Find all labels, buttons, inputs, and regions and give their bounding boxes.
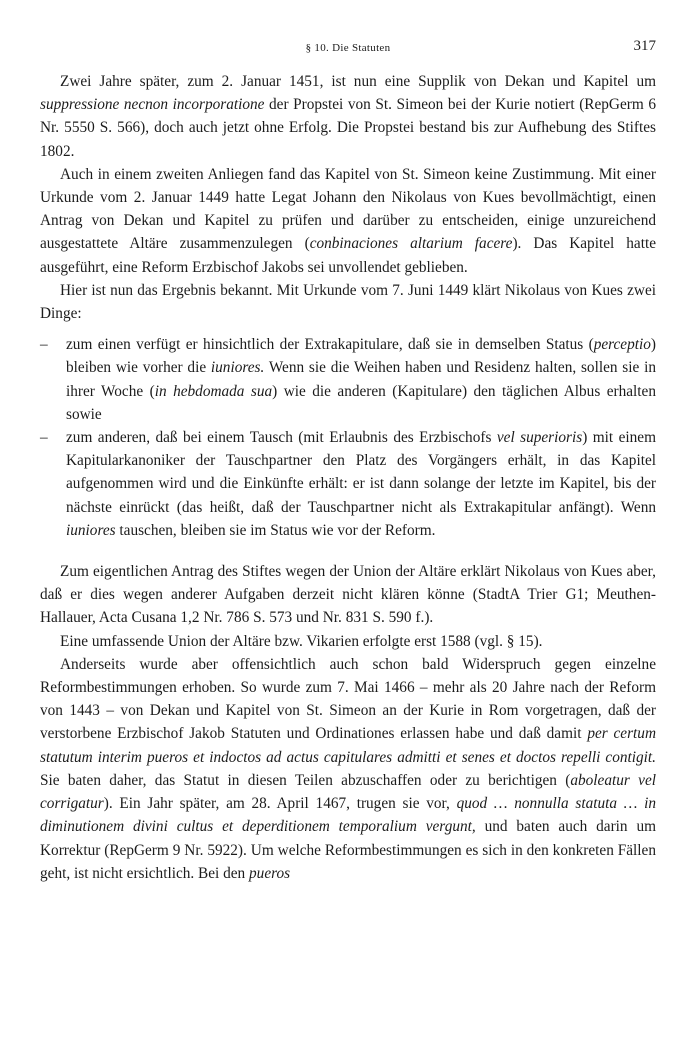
text-run: der Propstei von St. Simeon bei der Kurie notiert (RepGerm 6 Nr. 5550 S. 566), doch auch jetzt ohne Erfolg. Die Propstei bestand bis zur Aufhebung des Stiftes 1802.	[40, 96, 656, 160]
paragraph	[40, 70, 656, 163]
text-run: Wenn sie die Weihen haben und Residenz halten, sollen sie in ihrer Woche (	[66, 359, 656, 400]
latin-quote: aboleatur vel corrigatur	[40, 771, 656, 813]
text-run: Anderseits wurde aber offensichtlich auch schon bald Widerspruch gegen einzelne Reformbestimmungen erhoben. So wurde zum 7. Mai 1466 – mehr als 20 Jahre nach der Reform von 1443 – von Dekan und Kapitel von St. Simeon an der Kurie in Rom vorgetragen, daß der verstorbene Erzbischof Jakob Statuten und Ordinationes erlassen habe und daß damit	[40, 655, 656, 743]
list-item	[40, 333, 656, 426]
latin-quote: suppressione necnon incorporatione	[40, 96, 265, 114]
text-run: zum einen verfügt er hinsichtlich der Extrakapitulare, daß sie in demselben Status (	[66, 336, 594, 354]
body-text	[40, 70, 656, 885]
latin-quote: iuniores.	[210, 359, 265, 377]
paragraph	[40, 630, 656, 653]
paragraph	[40, 163, 656, 279]
text-run: ). Das Kapitel hatte ausgeführt, eine Reform Erzbischof Jakobs sei unvollendet geblieben.	[40, 235, 656, 276]
text-run: ) mit einem Kapitularkanoniker der Tauschpartner den Platz des Vorgängers erhält, in das Kapitel aufgenommen wird und die Einkünfte erhält: er ist dann solange der letzte im Kapitel, bis der nächste einrückt (das heißt, daß der Tauschpartner nicht als Extrakapitular anfängt). Wenn	[66, 429, 656, 516]
page	[40, 38, 656, 885]
paragraphs-before-list	[40, 70, 656, 325]
paragraph	[40, 560, 656, 630]
latin-quote: vel superioris	[496, 429, 583, 447]
running-header	[40, 38, 656, 60]
latin-quote: in hebdomada sua	[154, 382, 273, 400]
text-run: und baten auch darin um Korrektur (RepGerm 9 Nr. 5922). Um welche Reformbestimmungen es sich in den konkreten Fällen geht, ist nicht ersichtlich. Bei den	[40, 818, 656, 882]
text-run: ) wie die anderen (Kapitulare) den täglichen Albus erhalten sowie	[66, 382, 656, 423]
paragraph	[40, 279, 656, 325]
running-title: § 10. Die Statuten	[305, 42, 391, 54]
text-run: Auch in einem zweiten Anliegen fand das Kapitel von St. Simeon keine Zustimmung. Mit einer Urkunde vom 2. Januar 1449 hatte Legat Johann den Nikolaus von Kues bevollmächtigt, einen Antrag von Dekan und Kapitel zu prüfen und darüber zu entscheiden, einige unzureichend ausgestattete Altäre zusammenzulegen (	[40, 165, 656, 253]
text-run: zum anderen, daß bei einem Tausch (mit Erlaubnis des Erzbischofs	[66, 429, 497, 447]
text-run: tauschen, bleiben sie im Status wie vor der Reform.	[115, 521, 436, 539]
paragraphs-after-list	[40, 560, 656, 885]
list-item	[40, 426, 656, 542]
latin-quote: iuniores	[66, 521, 116, 539]
paragraph	[40, 653, 656, 885]
text-run: Hier ist nun das Ergebnis bekannt. Mit Urkunde vom 7. Juni 1449 klärt Nikolaus von Kues zwei Dinge:	[40, 281, 656, 323]
text-run: ). Ein Jahr später, am 28. April 1467, trugen sie vor,	[103, 795, 457, 813]
text-run: Zwei Jahre später, zum 2. Januar 1451, ist nun eine Supplik von Dekan und Kapitel um	[60, 73, 656, 90]
latin-quote: quod … nonnulla statuta … in diminutionem divini cultus et deperditionem temporalium vergunt,	[40, 795, 656, 836]
dash-list	[40, 333, 656, 542]
latin-quote: conbinaciones altarium facere	[309, 235, 513, 253]
text-run: Zum eigentlichen Antrag des Stiftes wegen der Union der Altäre erklärt Nikolaus von Kues aber, daß er dies wegen anderer Aufgaben derzeit nicht klären könne (StadtA Trier G1; Meuthen-Hallauer, Acta Cusana 1,2 Nr. 786 S. 573 und Nr. 831 S. 590 f.).	[40, 563, 656, 627]
latin-quote: per certum statutum interim pueros et indoctos ad actus capitulares admitti et senes et doctos repelli contigit.	[40, 725, 656, 766]
latin-quote: pueros	[249, 864, 291, 882]
page-number: 317	[633, 38, 656, 54]
text-run: Sie baten daher, das Statut in diesen Teilen abzuschaffen oder zu berichtigen (	[40, 771, 571, 789]
text-run: Eine umfassende Union der Altäre bzw. Vikarien erfolgte erst 1588 (vgl. § 15).	[60, 632, 543, 650]
latin-quote: perceptio	[593, 336, 651, 354]
text-run: ) bleiben wie vorher die	[66, 336, 656, 377]
